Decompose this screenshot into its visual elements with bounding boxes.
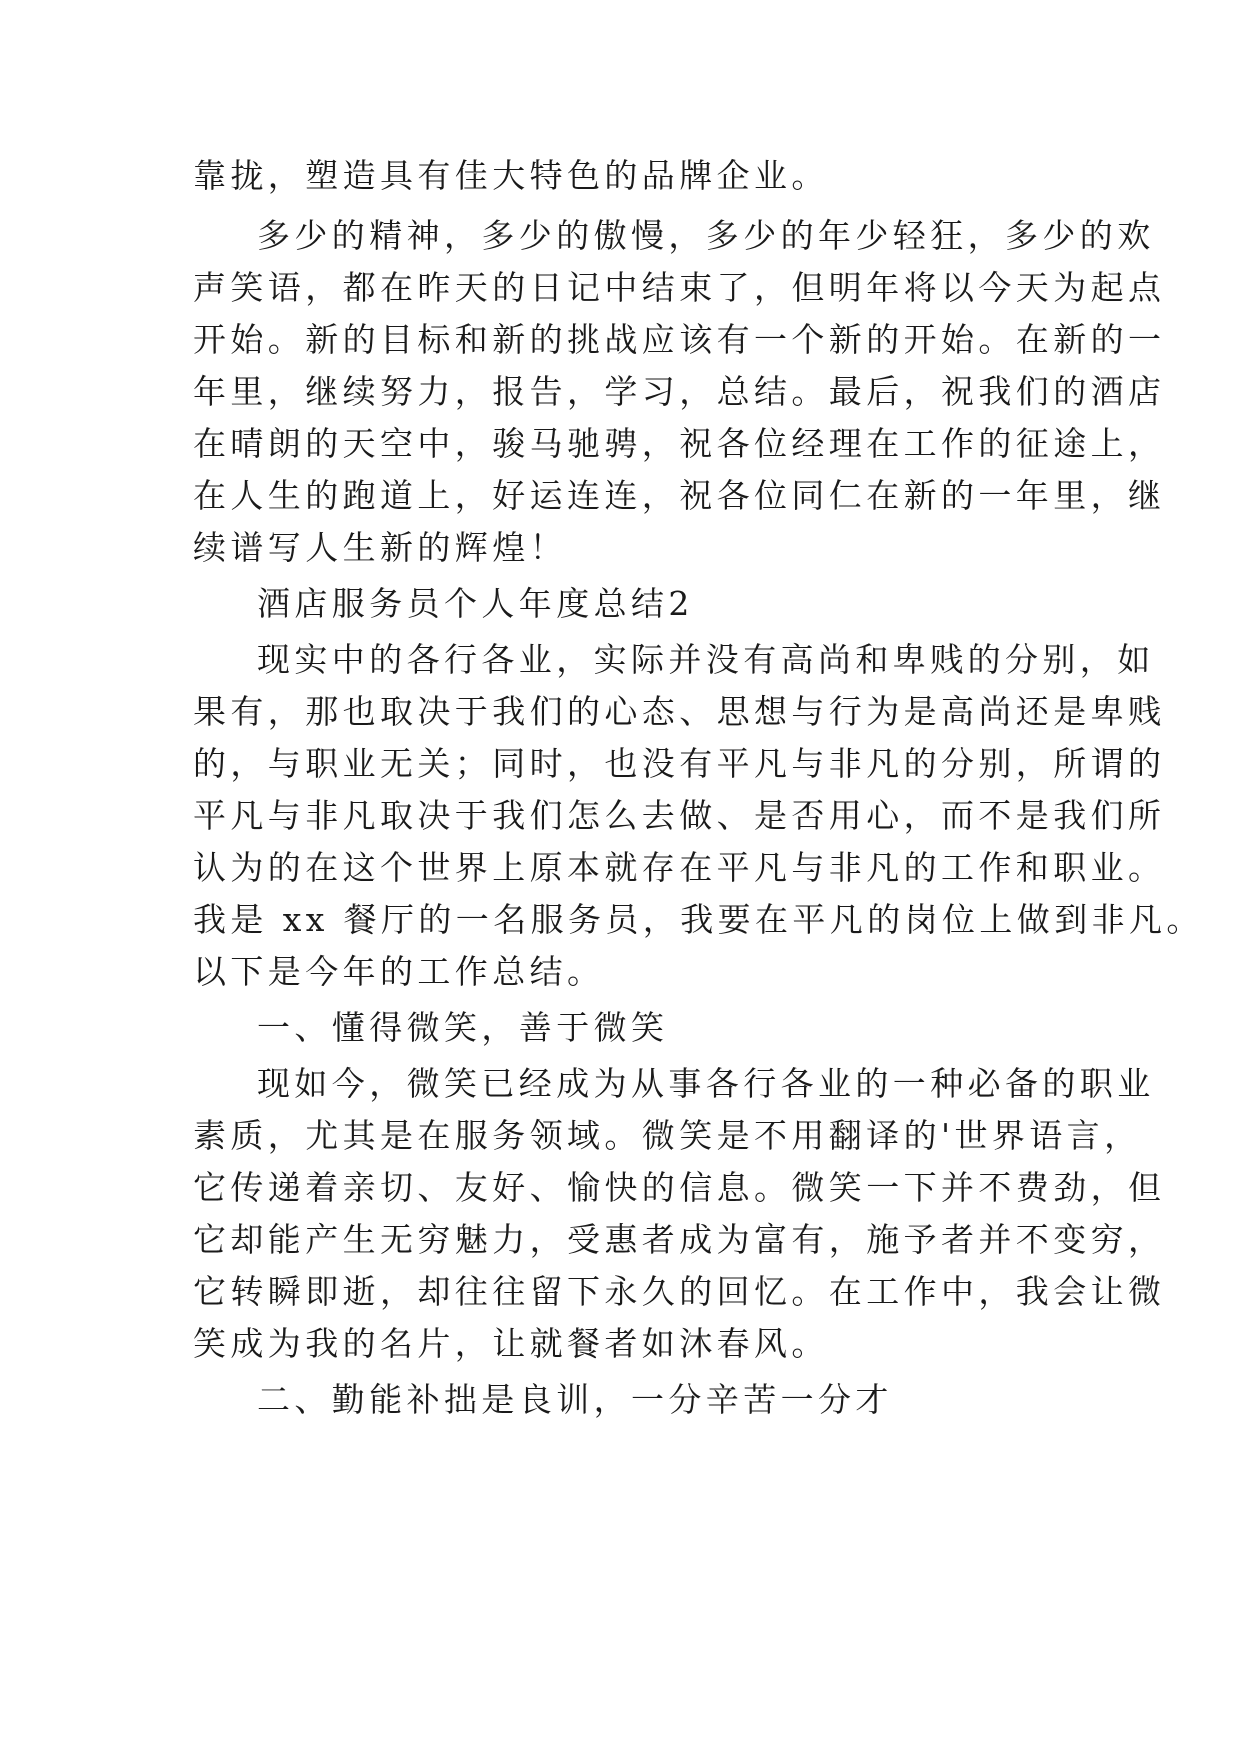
text-line: 的，与职业无关；同时，也没有平凡与非凡的分别，所谓的	[193, 744, 1166, 783]
section-title: 酒店服务员个人年度总结2	[257, 584, 694, 623]
text-line: 在晴朗的天空中，骏马驰骋，祝各位经理在工作的征途上，	[193, 424, 1166, 463]
text-line: 它传递着亲切、友好、愉快的信息。微笑一下并不费劲，但	[193, 1168, 1166, 1207]
text-line: 声笑语，都在昨天的日记中结束了，但明年将以今天为起点	[193, 268, 1166, 307]
text-line: 以下是今年的工作总结。	[193, 952, 605, 991]
text-line: 年里，继续努力，报告，学习，总结。最后，祝我们的酒店	[193, 372, 1166, 411]
text-line: 在人生的跑道上，好运连连，祝各位同仁在新的一年里，继	[193, 476, 1166, 515]
paragraph-first-line: 多少的精神，多少的傲慢，多少的年少轻狂，多少的欢	[257, 216, 1155, 255]
section-heading: 一、懂得微笑，善于微笑	[257, 1008, 669, 1047]
text-line: 它转瞬即逝，却往往留下永久的回忆。在工作中，我会让微	[193, 1272, 1166, 1311]
text-line: 认为的在这个世界上原本就存在平凡与非凡的工作和职业。	[193, 848, 1166, 887]
paragraph-first-line: 现如今，微笑已经成为从事各行各业的一种必备的职业	[257, 1064, 1155, 1103]
section-heading: 二、勤能补拙是良训，一分辛苦一分才	[257, 1380, 893, 1419]
text-line: 它却能产生无穷魅力，受惠者成为富有，施予者并不变穷，	[193, 1220, 1166, 1259]
text-line: 平凡与非凡取决于我们怎么去做、是否用心，而不是我们所	[193, 796, 1166, 835]
text-line: 笑成为我的名片，让就餐者如沐春风。	[193, 1324, 829, 1363]
paragraph-first-line: 现实中的各行各业，实际并没有高尚和卑贱的分别，如	[257, 640, 1155, 679]
text-line: 我是 xx 餐厅的一名服务员，我要在平凡的岗位上做到非凡。	[193, 900, 1204, 939]
text-line: 开始。新的目标和新的挑战应该有一个新的开始。在新的一	[193, 320, 1166, 359]
text-line: 靠拢，塑造具有佳大特色的品牌企业。	[193, 156, 829, 195]
text-line: 素质，尤其是在服务领域。微笑是不用翻译的'世界语言，	[193, 1116, 1142, 1155]
text-line: 续谱写人生新的辉煌！	[193, 528, 567, 567]
text-line: 果有，那也取决于我们的心态、思想与行为是高尚还是卑贱	[193, 692, 1166, 731]
